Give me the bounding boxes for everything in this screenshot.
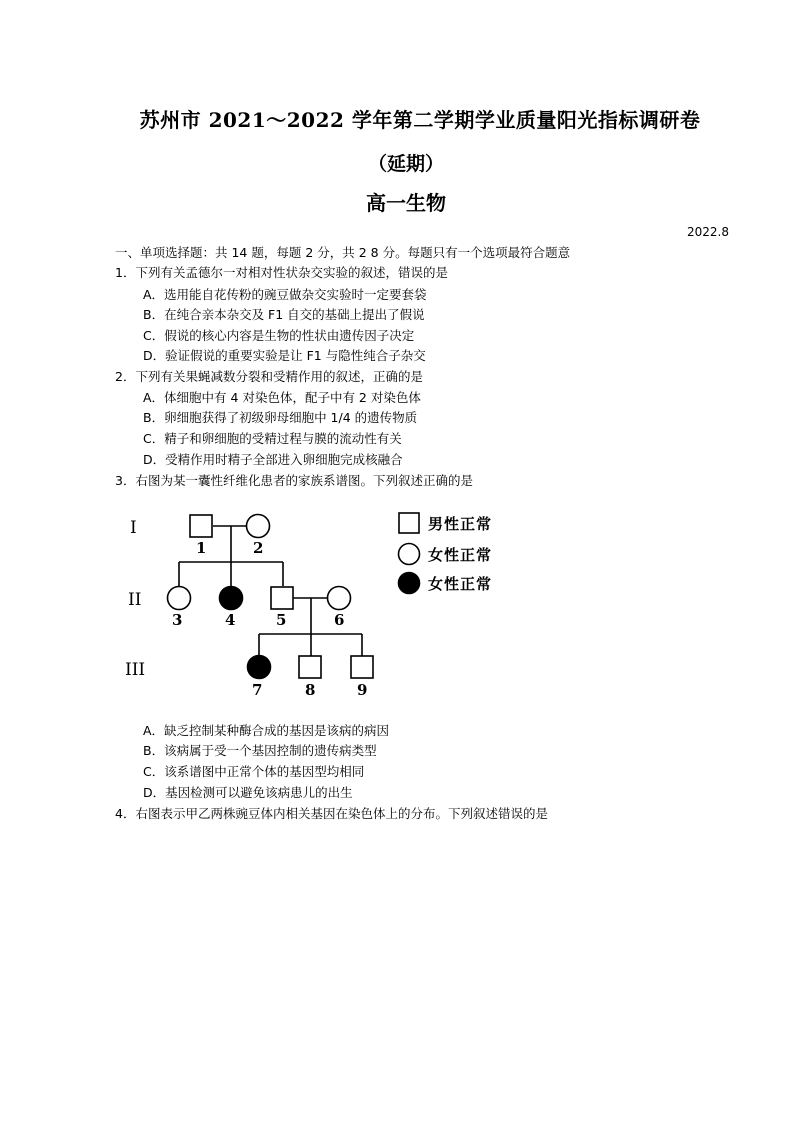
question-1-option-b: B．在纯合亲本杂交及 F1 自交的基础上提出了假说	[143, 307, 425, 322]
legend-female-normal-icon	[399, 544, 420, 565]
legend-female-affected-icon	[399, 573, 420, 594]
individual-number-2: 2	[253, 539, 264, 557]
individual-number-1: 1	[196, 539, 207, 557]
individual-4	[220, 587, 243, 610]
question-2-option-d: D．受精作用时精子全部进入卵细胞完成核融合	[143, 452, 403, 467]
pedigree-svg	[118, 500, 518, 705]
individual-number-6: 6	[334, 611, 345, 629]
question-1-option-c: C．假说的核心内容是生物的性状由遗传因子决定	[143, 328, 415, 343]
section-heading: 一、单项选择题：共 14 题，每题 2 分，共 2 8 分。每题只有一个选项最符合题意	[115, 245, 571, 260]
individual-number-8: 8	[305, 681, 316, 699]
question-3-option-c: C．该系谱图中正常个体的基因型均相同	[143, 764, 365, 779]
generation-label-ii: II	[128, 590, 142, 610]
individual-number-4: 4	[225, 611, 236, 629]
legend-female-affected-label: 女性正常	[428, 575, 493, 593]
individual-2	[247, 515, 270, 538]
legend-male-normal-label: 男性正常	[428, 515, 493, 533]
question-1-option-d: D．验证假说的重要实验是让 F1 与隐性纯合子杂交	[143, 348, 426, 363]
question-1-stem: 1．下列有关孟德尔一对相对性状杂交实验的叙述，错误的是	[115, 265, 448, 280]
question-3-option-d: D．基因检测可以避免该病患儿的出生	[143, 785, 353, 800]
individual-number-9: 9	[357, 681, 368, 699]
question-2-option-c: C．精子和卵细胞的受精过程与膜的流动性有关	[143, 431, 402, 446]
exam-subject: 高一生物	[366, 191, 446, 215]
exam-title: 苏州市 2021～2022 学年第二学期学业质量阳光指标调研卷	[139, 108, 701, 132]
individual-number-7: 7	[252, 681, 263, 699]
question-4-stem: 4．右图表示甲乙两株豌豆体内相关基因在染色体上的分布。下列叙述错误的是	[115, 806, 548, 821]
individual-5	[271, 587, 293, 609]
individual-3	[168, 587, 191, 610]
individual-1	[190, 515, 212, 537]
individual-8	[299, 656, 321, 678]
generation-label-iii: III	[125, 660, 146, 680]
question-2-option-a: A．体细胞中有 4 对染色体，配子中有 2 对染色体	[143, 390, 421, 405]
question-3-option-a: A．缺乏控制某种酶合成的基因是该病的病因	[143, 723, 390, 738]
individual-number-3: 3	[172, 611, 183, 629]
individual-9	[351, 656, 373, 678]
question-3-stem: 3．右图为某一囊性纤维化患者的家族系谱图。下列叙述正确的是	[115, 473, 473, 488]
legend-male-normal-icon	[399, 513, 419, 533]
question-3-option-b: B．该病属于受一个基因控制的遗传病类型	[143, 743, 377, 758]
generation-label-i: I	[130, 518, 137, 538]
question-2-option-b: B．卵细胞获得了初级卵母细胞中 1/4 的遗传物质	[143, 410, 418, 425]
legend-female-normal-label: 女性正常	[428, 546, 493, 564]
exam-subtitle: （延期）	[367, 153, 444, 175]
question-2-stem: 2．下列有关果蝇减数分裂和受精作用的叙述，正确的是	[115, 369, 423, 384]
individual-7	[248, 656, 271, 679]
exam-date: 2022.8	[687, 225, 729, 239]
question-1-option-a: A．选用能自花传粉的豌豆做杂交实验时一定要套袋	[143, 287, 427, 302]
pedigree-chart	[118, 500, 518, 705]
individual-6	[328, 587, 351, 610]
individual-number-5: 5	[276, 611, 287, 629]
